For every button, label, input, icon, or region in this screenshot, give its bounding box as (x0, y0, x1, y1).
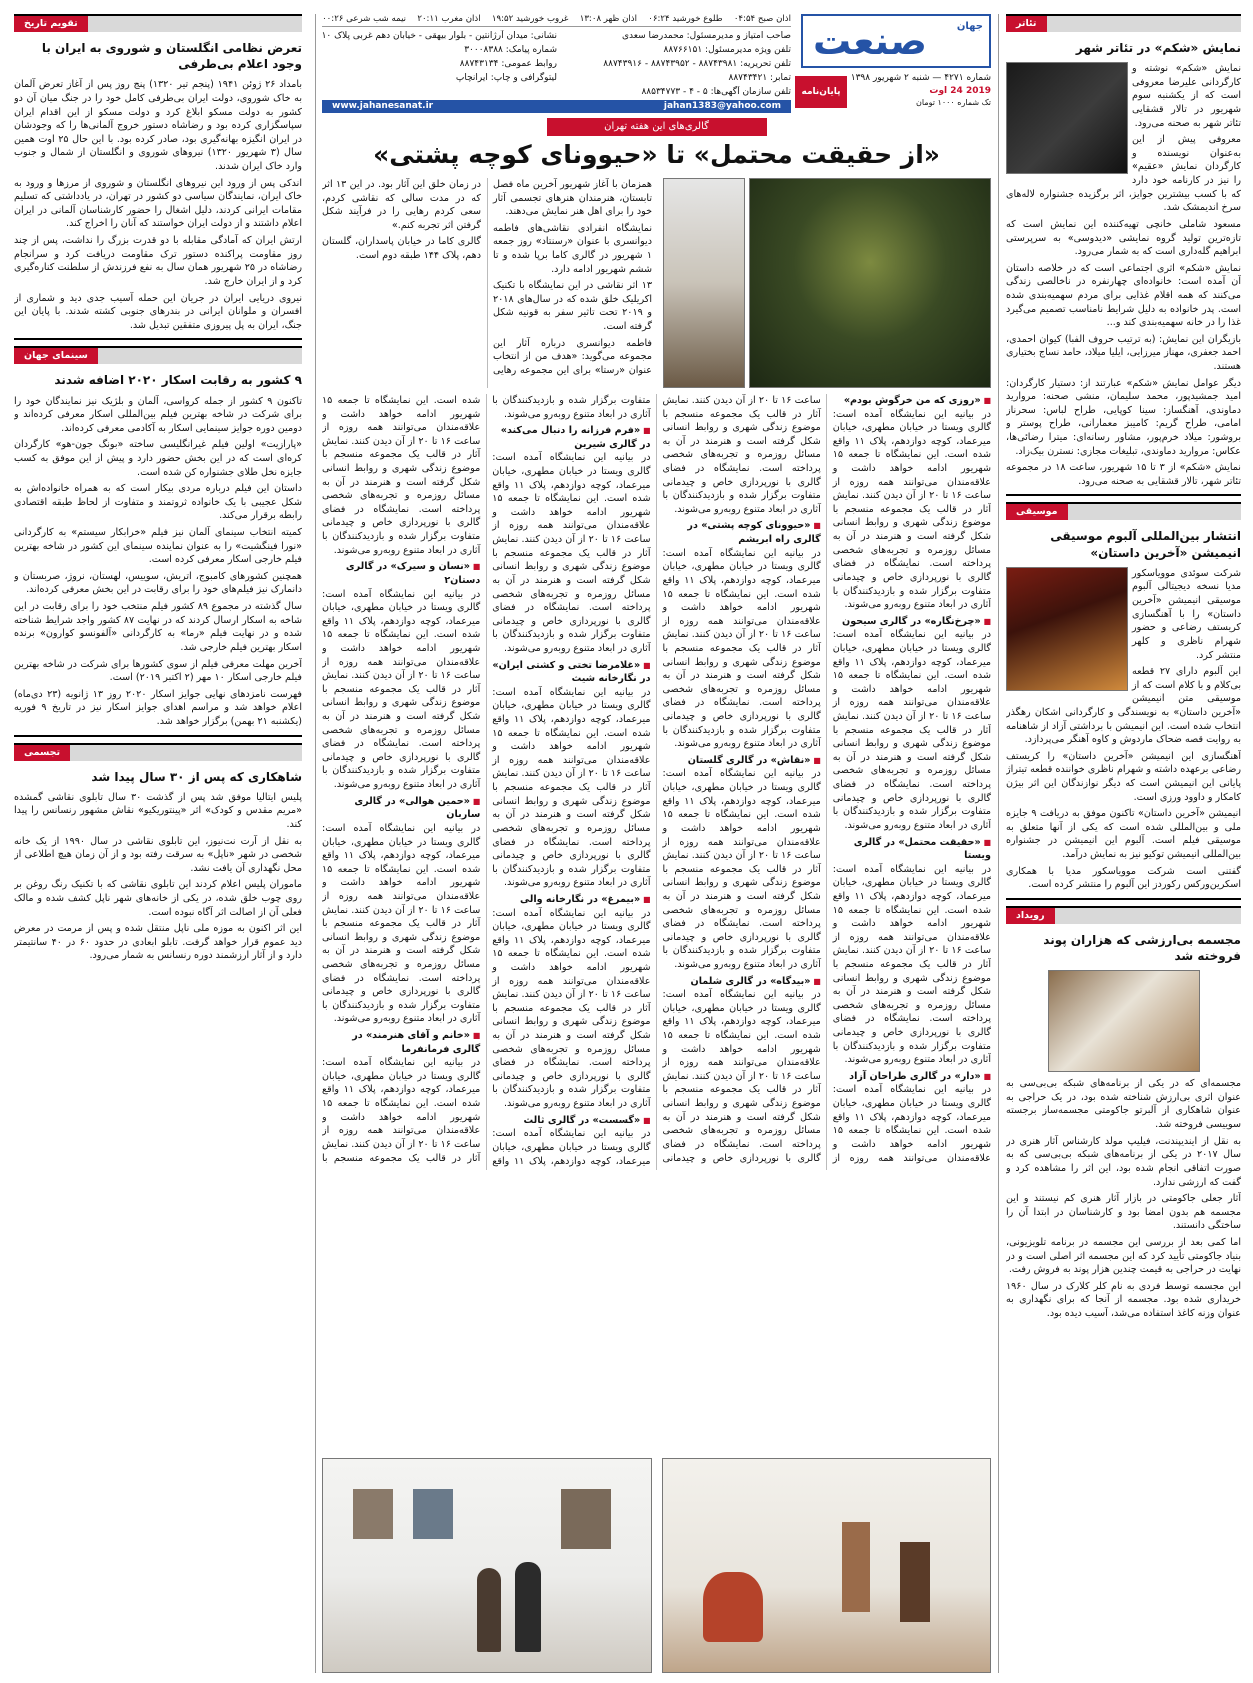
gallery-subheading: ■ «بیمرغ» در نگارخانه والی (492, 893, 650, 907)
history-body (14, 78, 302, 332)
info-line: تمابر: ۸۸۷۴۳۴۲۱ (728, 72, 791, 83)
paragraph: نیروی دریایی ایران در جریان این حمله آسیب جدی دید و شماری از افسران و ملوانان ایرانی در بندرهای جنوبی کشته شدند. با پایان این جنگ، ایران به پل پیروزی متفقین تبدیل شد. (14, 292, 302, 331)
gallery-subheading: ■ «خانم و آقای هنرمند» در گالری فرمانفرما (322, 1029, 480, 1056)
cinema-body (14, 395, 302, 729)
sculpture-photo (1048, 970, 1200, 1072)
prayer-time: اذان ظهر ۱۳:۰۸ (579, 14, 637, 24)
gallery-subheading: ■ «حمین هوالی» در گالری ساربان (322, 795, 480, 822)
paragraph: در بیانیه این نمایشگاه آمده است: گالری ویستا در خیابان مطهری، خیابان میرعماد، کوچه دوازدهم، پلاک ۱۱ واقع شده است. این نمایشگاه تا جمعه ۱۵ شهریور ادامه خواهد داشت و علاقه‌مندان می‌توانند همه روزه از ساعت ۱۶ تا ۲۰ از آن دیدن کنند. نمایش آثار در قالب یک مجموعه منسجم با (322, 1057, 481, 1164)
event-body (1006, 1077, 1241, 1320)
paragraph: پلیس ایتالیا موفق شد پس از گذشت ۳۰ سال تابلوی نقاشی گمشده «مریم مقدس و کودک» اثر «پینتوریکیو» نقاش مشهور رنسانس را پیدا کند. (14, 791, 302, 830)
music-headline: انتشار بین‌المللی آلبوم موسیقی انیمیشن «آخرین داستان» (1050, 529, 1241, 560)
price: تک شماره ۱۰۰۰ تومان (916, 98, 991, 108)
gallery-subheading: ■ «حیوونای کوچه پشتی» در گالری راه ابریشم (663, 519, 821, 546)
visual-arts-section (14, 743, 302, 964)
paragraph: آخرین مهلت معرفی فیلم از سوی کشورها برای شرکت در شاخه بهترین فیلم خارجی اسکار ۱۰ مهر (۲ اکتبر ۲۰۱۹) است. (14, 658, 302, 684)
history-headline: تعرض نظامی انگلستان و شوروی به ایران با وجود اعلام بی‌طرفی (41, 41, 302, 72)
section-tag: موسیقی (1006, 502, 1241, 520)
paragraph: در بیانیه این نمایشگاه آمده است: گالری ویستا در خیابان مطهری، خیابان میرعماد، کوچه دوازدهم، پلاک ۱۱ واقع شده است. این نمایشگاه تا جمعه ۱۵ شهریور ادامه خواهد داشت و علاقه‌مندان می‌توانند همه روزه از ساعت ۱۶ تا ۲۰ از آن دیدن کنند. نمایش آثار در قالب یک مجموعه منسجم با موضوع زندگی شهری و روابط انسانی شکل گرفته است و هنرمند در آن به مسائل روزمره و تجربه‌های شخصی پرداخته است. نمایشگاه در فضای گالری با نورپردازی خاص و چیدمانی متفاوت برگزار شده و بازدیدکنندگان با آثاری در ابعاد متنوع روبه‌رو می‌شوند. (832, 629, 991, 831)
paragraph: «پارازیت» اولین فیلم غیرانگلیسی ساخته «بونگ جون-هو» کارگردان کره‌ای است که در این بخش حضور دارد و پیش از این موفق به کسب جایزه نخل طلای جشنواره کن شده است. (14, 439, 302, 478)
gallery-subheading: ■ «گسست» در گالری ثالث (492, 1114, 650, 1128)
paragraph: در بیانیه این نمایشگاه آمده است: گالری ویستا در خیابان مطهری، خیابان میرعماد، کوچه دوازدهم، پلاک ۱۱ واقع شده است. این نمایشگاه تا جمعه ۱۵ شهریور ادامه خواهد داشت و علاقه‌مندان می‌توانند همه روزه از ساعت ۱۶ تا ۲۰ از آن دیدن کنند. نمایش آثار در قالب یک مجموعه منسجم با موضوع زندگی شهری و روابط انسانی شکل گرفته است و هنرمند در آن به مسائل روزمره و تجربه‌های شخصی پرداخته است. نمایشگاه در فضای گالری با نورپردازی خاص و چیدمانی متفاوت برگزار شده و بازدیدکنندگان با آثاری در ابعاد متنوع روبه‌رو می‌شوند. (492, 395, 821, 1164)
paragraph: همچنین کشورهای کامبوج، اتریش، سوییس، لهستان، نروژ، صربستان و دانمارک نیز فیلم‌های خود را برای رقابت در این بخش معرفی کرده‌اند. (14, 570, 302, 596)
paragraph: این آلبوم دارای ۲۷ قطعه بی‌کلام و با کلام است که از موسیقی متن انیمیشن «آخرین داستان» به نویسندگی و کارگردانی اشکان رهگذر انتخاب شده است. این انیمیشن با برداشتی آزاد از شاهنامه به روایت قصه ضحاک ماردوش و کاوه آهنگر می‌پردازد. (1006, 666, 1241, 746)
paragraph: در بیانیه این نمایشگاه آمده است: گالری ویستا در خیابان مطهری، خیابان میرعماد، کوچه دوازدهم، پلاک ۱۱ واقع شده است. این نمایشگاه تا جمعه ۱۵ شهریور ادامه خواهد داشت و علاقه‌مندان می‌توانند همه روزه از ساعت ۱۶ تا ۲۰ از آن دیدن کنند. نمایش آثار در قالب یک مجموعه منسجم با موضوع زندگی شهری و روابط انسانی شکل گرفته است و هنرمند در آن به مسائل روزمره و تجربه‌های شخصی پرداخته است. نمایشگاه در فضای گالری با نورپردازی خاص و چیدمانی متفاوت برگزار شده و بازدیدکنندگان با آثاری در ابعاد متنوع روبه‌رو می‌شوند. (832, 863, 991, 1066)
paragraph: فاطمه دیوانسری درباره آثار این مجموعه می‌گوید: «هدف من از انتخاب عنوان «رستا» برای این مجموعه رهایی در زمان خلق این آثار بود. در این ۱۳ اثر که در مدت سالی که نقاشی کردم، سعی کردم رهایی را در فرآیند شکل گرفتن اثر تجربه کنم.» (322, 179, 652, 376)
gallery-feature (322, 118, 991, 1673)
panel-badge: پایان‌نامه (795, 76, 847, 108)
paragraph: اما کمی بعد از بررسی این مجسمه در برنامه تلویزیونی، بنیاد جاکومتی تأیید کرد که این مجسمه اثر اصلی است و در نهایت در حراجی به قیمت چندین هزار پوند به فروش رفت. (1006, 1236, 1241, 1276)
paragraph: همزمان با آغاز شهریور آخرین ماه فصل تابستان، هنرمندان هنرهای تجسمی آثار خود را برای اهل هنر نمایش می‌دهند. (493, 179, 652, 218)
paragraph: این مجسمه توسط فردی به نام کلر کلارک در سال ۱۹۶۰ خریداری شده بود. مجسمه از آنجا که برای نگهداری به عنوان وزنه کاغذ استفاده می‌شد، آسیب دیده بود. (1006, 1280, 1241, 1319)
paragraph: مجسمه‌ای که در یکی از برنامه‌های شبکه بی‌بی‌سی به عنوان اثری بی‌ارزش شناخته شده بود، در یک حراجی به عنوان شاهکاری از آلبرتو جاکومتی مجسمه‌ساز برجسته سوییسی فروخته شد. (1006, 1078, 1241, 1131)
info-line: لیتوگرافی و چاپ: ایرانچاپ (455, 72, 557, 83)
exhibit-photo-sculptures (662, 1458, 992, 1673)
paragraph: نمایش «شکم» از ۳ تا ۱۵ شهریور، ساعت ۱۸ در مجموعه تئاتر شهر، تالار قشقایی به صحنه می‌رود. (1006, 462, 1241, 487)
info-line: تلفن تحریریه: ۸۸۷۴۳۹۸۱ - ۸۸۷۴۳۹۵۲ - ۸۸۷۴۳۹۱۶ (603, 58, 791, 69)
info-line: صاحب امتیاز و مدیرمسئول: محمدرضا سعدی (621, 31, 791, 41)
paragraph: این اثر اکنون به موزه ملی ناپل منتقل شده و پس از مرمت در معرض دید عموم قرار خواهد گرفت. تابلو ابعادی در حدود ۶۰ در ۴۰ سانتیمتر دارد و از آثار ارزشمند دوره رنسانس به شمار می‌رود. (14, 923, 302, 962)
paragraph: اندکی پس از ورود این نیروهای انگلستان و شوروی از مرزها و ورود به خاک ایران، نمایندگان سیاسی دو کشور در تهران، در یادداشتی که تسلیم مقامات ایرانی کردند، دلیل اشغال را حضور کارشناسان آلمانی در ایران اعلام داشتند و از دولت ایران خواستند که آنان را اخراج کند. (14, 177, 302, 230)
prayer-time: نیمه شب شرعی ۰۰:۲۶ (322, 14, 407, 24)
paragraph: گفتنی است شرکت موویاسکور مدیا با همکاری اسکرین‌ورکس رکوردز این آلبوم را منتشر کرده است. (1006, 865, 1241, 891)
paragraph: در بیانیه این نمایشگاه آمده است: گالری ویستا در خیابان مطهری، خیابان میرعماد، کوچه دوازدهم، پلاک ۱۱ واقع شده است. این نمایشگاه تا جمعه ۱۵ شهریور ادامه خواهد داشت و علاقه‌مندان می‌توانند همه روزه از ساعت ۱۶ تا ۲۰ از آن دیدن کنند. نمایش آثار در قالب یک مجموعه منسجم با موضوع زندگی شهری و روابط انسانی شکل گرفته است و هنرمند در آن به مسائل روزمره و تجربه‌های شخصی پرداخته است. نمایشگاه در فضای گالری با نورپردازی خاص و چیدمانی متفاوت برگزار شده و بازدیدکنندگان با آثاری در ابعاد متنوع روبه‌رو می‌شوند. (662, 395, 991, 1164)
paragraph: انیمیشن «آخرین داستان» تاکنون موفق به دریافت ۹ جایزه ملی و بین‌المللی شده است که یکی از آنها متعلق به موسیقی فیلم است. آلبوم این انیمیشن در جشنواره بین‌المللی انیمیشن توکیو نیز به نمایش درآمد. (1006, 808, 1241, 861)
gallery-subheading: ■ «حقیقت محتمل» در گالری ویستا (833, 836, 991, 863)
paragraph: آهنگسازی این انیمیشن «آخرین داستان» را کریستف رضاعی برعهده داشته و شهرام ناظری خواننده قطعه تیتراژ پایانی این انیمیشن است که دیگر نوازندگان این اثر بیژن کامکار و داوود ورزی است. (1006, 750, 1241, 803)
paragraph: کمیته انتخاب سینمای آلمان نیز فیلم «خرابکار سیستم» به کارگردانی «نورا فینگشیت» را به عنوان نماینده سینمای این کشور در شاخه بهترین فیلم خارجی اسکار معرفی کرده است. (14, 527, 302, 566)
info-line: تلفن سازمان آگهی‌ها: ۵ - ۴ - ۸۸۵۳۴۷۷۳ (641, 86, 791, 97)
paragraph: ماموران پلیس اعلام کردند این تابلوی نقاشی که با تکنیک رنگ روغن بر روی چوب خلق شده، در یکی از خانه‌های شهر ناپل کشف شده و مالک فعلی آن از اصالت اثر آگاه نبوده است. (14, 879, 302, 918)
paragraph: در بیانیه این نمایشگاه آمده است: گالری ویستا در خیابان مطهری، خیابان میرعماد، کوچه دوازدهم، پلاک ۱۱ واقع شده است. این نمایشگاه تا جمعه ۱۵ شهریور ادامه خواهد داشت و علاقه‌مندان می‌توانند همه روزه از ساعت ۱۶ تا ۲۰ از آن دیدن کنند. نمایش آثار در قالب یک مجموعه منسجم با موضوع زندگی شهری و روابط انسانی شکل گرفته است و هنرمند در آن به مسائل روزمره و تجربه‌های شخصی پرداخته است. نمایشگاه در فضای گالری با نورپردازی خاص و چیدمانی متفاوت برگزار شده و بازدیدکنندگان با آثاری در ابعاد متنوع روبه‌رو می‌شوند. (832, 408, 991, 611)
paragraph: مسعود شاملی خانچی تهیه‌کننده این نمایش است که تازه‌ترین تولید گروه نمایشی «دیدوسی» به سرپرستی ابراهیم گله‌داری است که به شمار می‌رود. (1006, 218, 1241, 258)
paragraph: معروفی پیش از این به‌عنوان نویسنده و کارگردان نمایش «عقیم» را نیز در کارنامه خود دارد که با کسب بیشترین جوایز، اثر برگزیده جشنواره لاله‌های سرخ اندیمشک شد. (1006, 134, 1241, 214)
email-link[interactable]: jahan1383@yahoo.com (663, 101, 781, 111)
paragraph: در بیانیه این نمایشگاه آمده است: گالری ویستا در خیابان مطهری، خیابان میرعماد، کوچه دوازدهم، پلاک ۱۱ واقع شده است. این نمایشگاه تا جمعه ۱۵ شهریور ادامه خواهد داشت و علاقه‌مندان می‌توانند همه روزه از ساعت ۱۶ تا ۲۰ از آن دیدن کنند. نمایش آثار در قالب یک مجموعه منسجم با موضوع زندگی شهری و روابط انسانی شکل گرفته است و هنرمند در آن به مسائل روزمره و تجربه‌های شخصی پرداخته است. نمایشگاه در فضای گالری با نورپردازی خاص و چیدمانی متفاوت برگزار شده و بازدیدکنندگان با آثاری در ابعاد متنوع روبه‌رو می‌شوند. (322, 822, 481, 1025)
right-column (1006, 14, 1241, 1673)
info-line: روابط عمومی: ۸۸۷۴۳۱۳۴ (459, 58, 557, 69)
theater-section (1006, 14, 1241, 488)
prayer-times (322, 14, 791, 27)
section-tag: رویداد (1006, 906, 1241, 924)
gallery-subheading: ■ «چرخ‌نگاره» در گالری سیحون (833, 615, 991, 629)
paragraph: تاکنون ۹ کشور از جمله کرواسی، آلمان و بلژیک نیز نمایندگان خود را برای شرکت در شاخه بهترین فیلم بین‌المللی اسکار معرفی کرده‌اند و دومین دوره جوایز سینمایی اسکار به آکادمی معرفی کرده‌اند. (14, 395, 302, 434)
paper-name: صنعت (813, 19, 927, 63)
gallery-subheading: ■ «نقاش» در گالری گلستان (663, 754, 821, 768)
theater-headline: نمایش «شکم» در تئاتر شهر (1075, 41, 1241, 55)
paragraph: گالری کاما در خیابان پاسداران، گلستان دهم، پلاک ۱۴۴ طبقه دوم است. (322, 236, 481, 262)
paragraph: به نقل از آرت نت‌نیوز، این تابلوی نقاشی در سال ۱۹۹۰ از یک خانه شخصی در شهر «ناپل» به سرقت رفته بود و از آن زمان هیچ اطلاعی از محل نگهداری آن یافت نشد. (14, 835, 302, 874)
gallery-subheading: ■ «روزی که من خرگوش بودم» (833, 394, 991, 408)
gallery-headline: «از حقیقت محتمل» تا «حیوونای کوچه پشتی» (373, 140, 940, 169)
paragraph: در بیانیه این نمایشگاه آمده است: گالری ویستا در خیابان مطهری، خیابان میرعماد، کوچه دوازدهم، پلاک ۱۱ واقع شده است. این نمایشگاه تا جمعه ۱۵ شهریور ادامه خواهد داشت و علاقه‌مندان می‌توانند همه روزه از ساعت ۱۶ تا ۲۰ از آن دیدن کنند. نمایش آثار در قالب یک مجموعه منسجم با موضوع زندگی شهری و روابط انسانی شکل گرفته است و هنرمند در آن به مسائل روزمره و تجربه‌های شخصی پرداخته است. نمایشگاه در فضای گالری با نورپردازی خاص و چیدمانی متفاوت برگزار شده و بازدیدکنندگان با آثاری در ابعاد متنوع روبه‌رو می‌شوند. (492, 686, 651, 889)
paragraph: در بیانیه این نمایشگاه آمده است: گالری ویستا در خیابان مطهری، خیابان میرعماد، کوچه دوازدهم، پلاک ۱۱ واقع شده است. این نمایشگاه تا جمعه ۱۵ شهریور ادامه خواهد داشت و علاقه‌مندان می‌توانند همه روزه از ساعت ۱۶ تا ۲۰ از آن دیدن کنند. نمایش آثار در قالب یک مجموعه منسجم با موضوع زندگی شهری و روابط انسانی شکل گرفته است و هنرمند در آن به مسائل روزمره و تجربه‌های شخصی پرداخته است. نمایشگاه در فضای گالری با نورپردازی خاص و چیدمانی متفاوت برگزار شده و بازدیدکنندگان با آثاری در ابعاد متنوع روبه‌رو می‌شوند. (492, 452, 651, 654)
gallery-kicker: گالری‌های این هفته تهران (547, 118, 767, 136)
masthead-logo: جهان صنعت شماره ۴۲۷۱ — شنبه ۲ شهریور ۱۳۹۸ 2019 24 اوت تک شماره ۱۰۰۰ تومان پایان‌نامه (801, 14, 991, 110)
section-tag: سینمای جهان (14, 346, 302, 364)
date-fa: شنبه ۲ شهریور ۱۳۹۸ (850, 73, 930, 83)
gallery-main-photo (749, 178, 991, 388)
paragraph: شرکت سوئدی موویاسکور مدیا نسخه دیجیتالی آلبوم موسیقی انیمیشن «آخرین داستان» را با آهنگسازی کریستف رضاعی و حضور شهرام ناظری و کلهر منتشر کرد. (1132, 567, 1241, 661)
exhibit-photo-visitors (322, 1458, 652, 1673)
center-area (322, 14, 991, 1673)
gallery-subheading: ■ «فرم فرزانه را دنبال می‌کند» در گالری شیرین (492, 424, 650, 451)
section-tag: تئاتر (1006, 14, 1241, 32)
paragraph: نمایش «شکم» نوشته و کارگردانی علیرضا معروفی است که از یکشنبه سوم شهریور در تالار قشقایی تئاتر شهر به صحنه می‌رود. (1132, 63, 1241, 129)
paragraph: در بیانیه این نمایشگاه آمده است: گالری ویستا در خیابان مطهری، خیابان میرعماد، کوچه دوازدهم، پلاک ۱۱ واقع شده است. این نمایشگاه تا جمعه ۱۵ شهریور ادامه خواهد داشت و علاقه‌مندان می‌توانند همه روزه از ساعت ۱۶ تا ۲۰ از آن دیدن کنند. نمایش آثار در قالب یک مجموعه منسجم با موضوع زندگی شهری و روابط انسانی شکل گرفته است و هنرمند در آن به مسائل روزمره و تجربه‌های شخصی پرداخته است. نمایشگاه در فضای گالری با نورپردازی خاص و چیدمانی متفاوت برگزار شده و بازدیدکنندگان با آثاری در ابعاد متنوع روبه‌رو می‌شوند. (492, 907, 651, 1110)
masthead-info-right (561, 30, 791, 100)
prayer-time: طلوع خورشید ۰۶:۲۴ (648, 14, 723, 24)
issue-number: شماره ۴۲۷۱ (944, 73, 991, 83)
gallery-subheading: ■ «دار» در گالری طراحان آزاد (833, 1070, 991, 1084)
paragraph: ارتش ایران که آمادگی مقابله با دو قدرت بزرگ را نداشت، پس از چند روز مقاومت پراکنده دستور ترک مقاومت دریافت کرد و سرانجام رضاشاه در ۲۵ شهریور همان سال به نفع فرزندش از سلطنت کناره‌گیری کرد و از ایران خارج شد. (14, 235, 302, 287)
info-line: شماره پیامک: ۳۰۰۰۸۳۸۸ (464, 44, 557, 55)
prayer-time: غروب خورشید ۱۹:۵۲ (491, 14, 569, 24)
paragraph: سال گذشته در مجموع ۸۹ کشور فیلم منتخب خود را برای رقابت در این شاخه به اسکار ارسال کردند که در نهایت ۸۷ کشور واجد شرایط شناخته شده و در نهایت فیلم «رما» به کارگردانی «آلفونسو کوارون» برنده اسکار بهترین فیلم خارجی شد. (14, 601, 302, 653)
gallery-columns (322, 394, 991, 1170)
paragraph: در بیانیه این نمایشگاه آمده است: گالری ویستا در خیابان مطهری، خیابان میرعماد، کوچه دوازدهم، پلاک ۱۱ واقع شده است. این نمایشگاه تا جمعه ۱۵ شهریور ادامه خواهد داشت و علاقه‌مندان می‌توانند همه روزه از ساعت ۱۶ تا ۲۰ از آن دیدن کنند. نمایش آثار در قالب یک مجموعه منسجم با موضوع زندگی شهری و روابط انسانی شکل گرفته است و هنرمند در آن به مسائل روزمره و تجربه‌های شخصی پرداخته است. نمایشگاه در فضای گالری با نورپردازی خاص و چیدمانی متفاوت برگزار شده و بازدیدکنندگان با آثاری در ابعاد متنوع روبه‌رو می‌شوند. (322, 395, 651, 1167)
paper-prefix: جهان (956, 21, 983, 32)
paragraph: به نقل از ایندیپندنت، فیلیپ مولد کارشناس آثار هنری در سال ۲۰۱۷ در یکی از برنامه‌های شبکه بی‌بی‌سی که به صورت اتفاقی انجام شده بود، این اثر را مشاهده کرد و گفت که ارزشی ندارد. (1006, 1135, 1241, 1188)
paragraph: نمایش «شکم» اثری اجتماعی است که در خلاصه داستان آن آمده است: خانواده‌ای چهارنفره در ناخالصی زندگی می‌کنند که همه اقلام غذایی برای مردم سهمیه‌بندی شده است. پدر خانواده به دلیل شرایط نامناسب تصمیم می‌گیرد غذا را در خانه سهمیه‌بندی کند و... (1006, 262, 1241, 329)
url-bar (322, 100, 791, 113)
prayer-time: اذان صبح ۰۴:۵۴ (733, 14, 791, 24)
left-column (14, 14, 302, 1673)
gallery-visitor-photo (663, 178, 745, 388)
theater-photo (1006, 62, 1128, 174)
paragraph: در بیانیه این نمایشگاه آمده است: گالری ویستا در خیابان مطهری، خیابان میرعماد، کوچه دوازدهم، پلاک ۱۱ واقع شده است. این نمایشگاه تا جمعه ۱۵ شهریور ادامه خواهد داشت و علاقه‌مندان می‌توانند همه روزه از ساعت ۱۶ تا ۲۰ از آن دیدن کنند. نمایش آثار در قالب یک مجموعه منسجم با موضوع زندگی شهری و روابط انسانی شکل گرفته است و هنرمند در آن به مسائل روزمره و تجربه‌های شخصی پرداخته است. نمایشگاه در فضای گالری با نورپردازی خاص و چیدمانی متفاوت برگزار شده و بازدیدکنندگان با آثاری در ابعاد متنوع روبه‌رو می‌شوند. (322, 588, 481, 791)
paragraph: دیگر عوامل نمایش «شکم» عبارتند از: دستیار کارگردان: امید جمشیدپور، محمد سلیمان، منشی صحنه: مروارید دماوندی، آهنگساز: سینا کوپایی، طراح لباس: سحرناز امامی، طراح گریم: کامیبز معمارانی، طراح پوستر و بروشور: میلاد خرم‌پور، مشاور رسانه‌ای: میترا رضائی‌ها، عکاس: مروارید دماوندی، تبلیغات مجازی: نسترن بیک‌زاد. (1006, 377, 1241, 457)
visual-headline: شاهکاری که پس از ۳۰ سال پیدا شد (91, 769, 302, 784)
music-poster (1006, 567, 1128, 691)
paragraph: بامداد ۲۶ ژوئن ۱۹۴۱ (پنجم تیر ۱۳۲۰) پنج روز پس از آغاز تعرض آلمان به خاک شوروی، دولت ایران بی‌طرفی کامل خود را در جنگ میان آن دو کشور به دولت مسکو ابلاغ کرد و دولت مسکو از این اقدام ایران سپاسگزاری کرده بود و رضاشاه دستور خروج آلمانی‌ها را که وجودشان در ایران انگیزه بهانه‌گیری بود، صادر کرده بود. با این حال ۲۵ اوت همین سال (۳ شهریور ۱۳۲۰) نیروهای شوروی و انگلستان از شمال و جنوب وارد خاک ایران شدند. (14, 79, 302, 173)
masthead-info-left (322, 30, 557, 86)
section-tag: تجسمی (14, 743, 302, 761)
info-line: نشانی: میدان آرژانتین - بلوار بیهقی - خیابان دهم غربی پلاک ۱۰ (322, 31, 557, 41)
section-tag: تقویم تاریخ (14, 14, 302, 32)
cinema-section (14, 346, 302, 728)
history-section (14, 14, 302, 332)
paragraph: فهرست نامزدهای نهایی جوایز اسکار ۲۰۲۰ روز ۱۳ ژانویه (۲۳ دی‌ماه) اعلام خواهد شد و مراسم اهدای جوایز اسکار نیز در تاریخ ۹ فوریه (یکشنبه ۲۱ بهمن) برگزار خواهد شد. (14, 688, 302, 727)
event-headline: مجسمه بی‌ارزشی که هزاران پوند فروخته شد (1043, 932, 1241, 964)
paragraph: نمایشگاه انفرادی نقاشی‌های فاطمه دیوانسری با عنوان «رسنتاد» روز جمعه ۱ شهریور در گالری کاما برپا شده و تا ششم شهریور ادامه دارد. (493, 222, 652, 275)
gallery-body-upper (322, 178, 652, 388)
paragraph: بازیگران این نمایش: (به ترتیب حروف الفبا) کیوان احمدی، احمد جعفری، مهناز میرزایی، ایلیا میلاد، حامد نساج بختیاری هستند. (1006, 333, 1241, 372)
paragraph: داستان این فیلم درباره مردی بیکار است که به همراه خانواده‌اش به شکل عجیبی با یک خانواده ثروتمند و متفاوت از لحاظ طبقه اقتصادی رابطه برقرار می‌کند. (14, 483, 302, 522)
prayer-time: اذان مغرب ۲۰:۱۱ (417, 14, 481, 24)
visual-body (14, 791, 302, 963)
masthead (322, 14, 991, 114)
music-section (1006, 502, 1241, 891)
paragraph: آثار جعلی جاکومتی در بازار آثار هنری کم نیستند و این مجسمه هم بدون امضا بود و کارشناسان در ابتدا آن را ساختگی دانستند. (1006, 1193, 1241, 1232)
paragraph: در بیانیه این نمایشگاه آمده است: گالری ویستا در خیابان مطهری، خیابان میرعماد، کوچه دوازدهم، پلاک ۱۱ واقع شده است. این نمایشگاه تا جمعه ۱۵ شهریور ادامه خواهد داشت و علاقه‌مندان می‌توانند همه روزه از ساعت ۱۶ تا ۲۰ از آن دیدن کنند. نمایش آثار در قالب یک مجموعه منسجم با موضوع زندگی شهری و روابط انسانی شکل گرفته است و هنرمند در آن به مسائل روزمره و تجربه‌های شخصی پرداخته است. نمایشگاه در فضای گالری با نورپردازی خاص و چیدمانی متفاوت برگزار شده و بازدیدکنندگان با آثاری در ابعاد متنوع روبه‌رو می‌شوند. (662, 768, 821, 970)
cinema-headline: ۹ کشور به رقابت اسکار ۲۰۲۰ اضافه شدند (54, 373, 302, 388)
paragraph: ۱۳ اثر نقاشی در این نمایشگاه با تکنیک اکریلیک خلق شده که در سال‌های ۲۰۱۸ و ۲۰۱۹ تحت تاثیر سفر به قونیه شکل گرفته است. (493, 280, 652, 333)
paragraph: در بیانیه این نمایشگاه آمده است: گالری ویستا در خیابان مطهری، خیابان میرعماد، کوچه دوازدهم، پلاک ۱۱ واقع شده است. این نمایشگاه تا جمعه ۱۵ شهریور ادامه خواهد داشت و علاقه‌مندان می‌توانند همه روزه از ساعت ۱۶ تا ۲۰ از آن دیدن کنند. نمایش آثار در قالب یک مجموعه منسجم با موضوع زندگی شهری و روابط انسانی شکل گرفته است و هنرمند در آن به مسائل روزمره و تجربه‌های شخصی پرداخته است. نمایشگاه در فضای گالری با نورپردازی خاص و چیدمانی متفاوت برگزار شده و بازدیدکنندگان با آثاری در ابعاد متنوع روبه‌رو می‌شوند. (662, 547, 821, 750)
date-en: 2019 24 اوت (929, 85, 991, 96)
gallery-subheading: ■ «نسان و سیرک» در گالری دستان۲ (322, 560, 480, 587)
gallery-subheading: ■ «بیدگاه» در گالری شلمان (663, 975, 821, 989)
event-section (1006, 906, 1241, 1321)
gallery-subheading: ■ «غلامرضا تختی و کشتی ایران» در نگارخانه شیث (492, 659, 650, 686)
website-link[interactable]: www.jahanesanat.ir (332, 101, 434, 111)
info-line: تلفن ویژه مدیرمسئول: ۸۸۷۶۶۱۵۱ (663, 44, 791, 55)
